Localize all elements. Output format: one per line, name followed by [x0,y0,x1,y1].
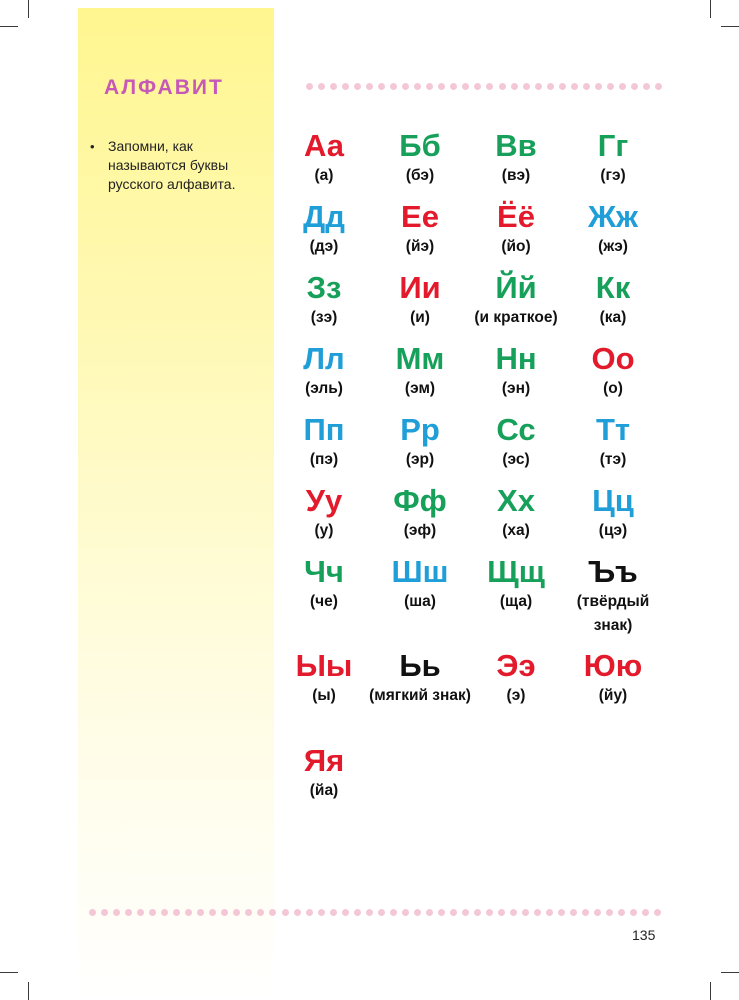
letter-glyph: Гг [597,128,629,163]
letter-cell [365,554,475,614]
letter-name: (ща) [499,593,533,610]
letter-name: (мягкий знак) [369,687,471,704]
letter-cell [269,648,379,708]
letter-name: (у) [314,522,334,539]
letter-glyph: Бб [399,128,441,163]
letter-name: (дэ) [309,238,339,255]
letter-name: (йа) [309,782,339,799]
letter-name: (йу) [598,687,628,704]
letter-glyph: Уу [305,483,343,518]
letter-cell [269,128,379,188]
letter-name: (цэ) [598,522,628,539]
letter-name: (твёрдый знак) [576,593,650,634]
letter-name: (эф) [403,522,437,539]
letter-glyph: Юю [583,648,643,683]
letter-cell [269,743,379,803]
letter-glyph: Ээ [496,648,536,683]
letter-glyph: Лл [303,341,345,376]
letter-name: (а) [314,167,334,184]
letter-cell [558,483,668,543]
letter-name: (пэ) [309,451,339,468]
letter-cell [269,483,379,543]
letter-glyph: Рр [400,412,440,447]
letter-cell [269,341,379,401]
letter-cell [365,128,475,188]
letter-glyph: Мм [395,341,445,376]
letter-glyph: Ии [399,270,441,305]
letter-glyph: Дд [303,199,345,234]
letter-name: (о) [603,380,623,397]
letter-name: (бэ) [405,167,435,184]
letter-cell [558,199,668,259]
letter-name: (эль) [305,380,343,397]
letter-name: (и краткое) [474,309,558,326]
letter-name: (жэ) [598,238,628,255]
letter-cell [365,341,475,401]
instruction-text: Запомни, как называются буквы русского алфавита. [108,138,236,192]
letter-name: (тэ) [599,451,627,468]
letter-name: (и) [410,309,430,326]
letter-name: (вэ) [501,167,531,184]
letter-glyph: Кк [595,270,631,305]
letter-name: (эм) [404,380,436,397]
letter-cell [269,199,379,259]
page-title: АЛФАВИТ [104,76,224,99]
letter-glyph: Тт [595,412,631,447]
letter-glyph: Нн [495,341,537,376]
letter-name: (э) [506,687,526,704]
letter-glyph: Ъъ [588,554,638,589]
letter-glyph: Сс [496,412,536,447]
letter-name: (ха) [502,522,530,539]
letter-glyph: Хх [497,483,535,518]
letter-cell [558,648,668,708]
letter-cell [558,412,668,472]
letter-glyph: Зз [306,270,342,305]
letter-glyph: Яя [303,743,345,778]
letter-name: (йэ) [405,238,435,255]
letter-name: (че) [310,593,338,610]
letter-glyph: Ее [401,199,439,234]
letter-cell [461,483,571,543]
letter-name: (ша) [404,593,436,610]
letter-name: (ы) [312,687,336,704]
letter-cell [365,412,475,472]
letter-name: (эс) [502,451,530,468]
letter-cell [558,554,668,638]
letter-cell [461,128,571,188]
letter-glyph: Йй [495,270,537,305]
letter-glyph: Ыы [295,648,353,683]
letter-glyph: Цц [592,483,634,518]
letter-glyph: Пп [303,412,345,447]
letter-glyph: Вв [495,128,537,163]
letter-name: (гэ) [600,167,626,184]
letter-cell [461,270,571,330]
letter-cell [461,554,571,614]
letter-name: (эр) [405,451,435,468]
letter-cell [558,270,668,330]
letter-cell [269,270,379,330]
letter-glyph: Щщ [487,554,545,589]
letter-glyph: Чч [304,554,344,589]
letter-cell [558,341,668,401]
letter-cell [365,483,475,543]
letter-glyph: Аа [303,128,344,163]
letter-glyph: Оо [591,341,635,376]
letter-glyph: Жж [588,199,638,234]
letter-cell [269,554,379,614]
page-number: 135 [632,927,656,943]
letter-cell [365,270,475,330]
letter-cell [365,648,475,708]
letter-glyph: Шш [391,554,449,589]
letter-cell [365,199,475,259]
letter-cell [461,648,571,708]
letter-cell [461,341,571,401]
letter-cell [558,128,668,188]
letter-cell [269,412,379,472]
letter-name: (зэ) [310,309,338,326]
letter-name: (йо) [501,238,531,255]
letter-name: (эн) [501,380,531,397]
letter-cell [461,199,571,259]
letter-glyph: Ьь [399,648,441,683]
letter-name: (ка) [599,309,627,326]
letter-cell [461,412,571,472]
letter-glyph: Фф [393,483,447,518]
bullet-icon: • [90,139,95,154]
letter-glyph: Ёё [497,199,535,234]
